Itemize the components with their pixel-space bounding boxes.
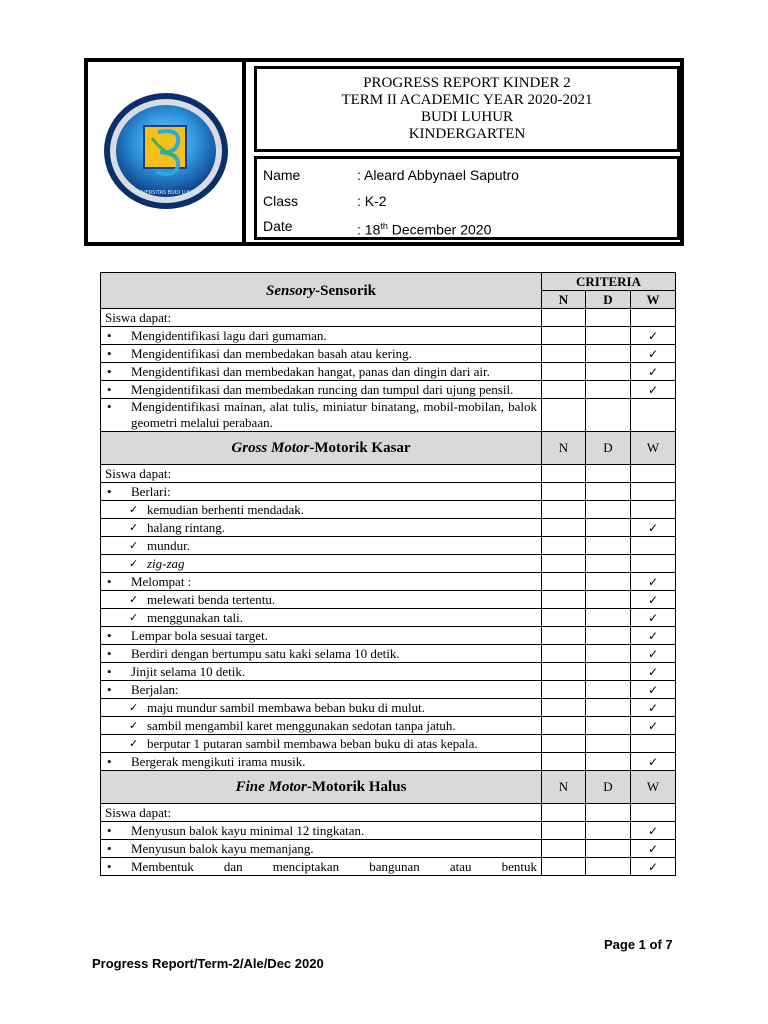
section-title-sensory: Sensory-Sensorik: [101, 273, 542, 309]
table-row: • Bergerak mengikuti irama musik. ✓: [101, 753, 676, 771]
criteria-header: CRITERIA: [542, 273, 676, 291]
section-title-gross: Gross Motor-Motorik Kasar: [101, 432, 542, 465]
table-row: • Berdiri dengan bertumpu satu kaki selama 10 detik. ✓: [101, 645, 676, 663]
section-header-sensory: [101, 273, 676, 291]
table-row: Siswa dapat:: [101, 804, 676, 822]
table-row: [101, 309, 676, 327]
table-row: • Mengidentifikasi mainan, alat tulis, miniatur binatang, mobil-mobilan, balok geometri melalui perabaan.: [101, 399, 676, 432]
check-mark: ✓: [631, 753, 676, 771]
name-label: Name: [263, 167, 301, 183]
lead-text: Siswa dapat:: [101, 309, 542, 327]
logo-cell: [88, 62, 246, 242]
table-row: • Lempar bola sesuai target. ✓: [101, 627, 676, 645]
check-mark: ✓: [631, 363, 676, 381]
check-mark: ✓: [631, 519, 676, 537]
table-row: ✓ berputar 1 putaran sambil membawa beban buku di atas kepala.: [101, 735, 676, 753]
section-header-gross: Gross Motor-Motorik Kasar N D W: [101, 432, 676, 465]
table-row: • Mengidentifikasi dan membedakan runcing dan tumpul dari ujung pensil. ✓: [101, 381, 676, 399]
check-mark: ✓: [631, 681, 676, 699]
report-title: [254, 66, 680, 152]
table-row: • Mengidentifikasi lagu dari gumaman. ✓: [101, 327, 676, 345]
class-label: Class: [263, 193, 299, 209]
check-mark: ✓: [631, 699, 676, 717]
table-row: • Melompat : ✓: [101, 573, 676, 591]
date-label: Date: [263, 218, 293, 234]
school-logo: [100, 76, 232, 222]
table-row: • Berlari:: [101, 483, 676, 501]
table-row: ✓ sambil mengambil karet menggunakan sedotan tanpa jatuh. ✓: [101, 717, 676, 735]
table-row: ✓ menggunakan tali. ✓: [101, 609, 676, 627]
check-mark: ✓: [631, 717, 676, 735]
check-mark: ✓: [631, 645, 676, 663]
title-line-1: PROGRESS REPORT KINDER 2: [363, 75, 571, 91]
student-info: [254, 156, 680, 240]
check-mark: ✓: [631, 573, 676, 591]
check-mark: ✓: [631, 591, 676, 609]
check-mark: ✓: [631, 327, 676, 345]
title-line-3: BUDI LUHUR: [420, 109, 514, 125]
table-row: • Berjalan: ✓: [101, 681, 676, 699]
col-d: D: [586, 291, 631, 309]
table-row: Siswa dapat:: [101, 465, 676, 483]
table-row: ✓ kemudian berhenti mendadak.: [101, 501, 676, 519]
check-mark: ✓: [631, 609, 676, 627]
check-mark: ✓: [631, 840, 676, 858]
progress-table: [100, 272, 676, 876]
title-line-4: KINDERGARTEN: [408, 126, 526, 142]
class-value: : K-2: [357, 193, 387, 209]
table-row: ✓ maju mundur sambil membawa beban buku di mulut. ✓: [101, 699, 676, 717]
svg-text:UNIVERSITAS BUDI LUHUR: UNIVERSITAS BUDI LUHUR: [133, 190, 199, 196]
section-header-fine: Fine Motor-Motorik Halus N D W: [101, 771, 676, 804]
table-row: ✓ halang rintang. ✓: [101, 519, 676, 537]
table-row: • Mengidentifikasi dan membedakan basah atau kering. ✓: [101, 345, 676, 363]
table-row: ✓ zig-zag: [101, 555, 676, 573]
check-mark: ✓: [631, 663, 676, 681]
report-header: [84, 58, 684, 246]
table-row: • Mengidentifikasi dan membedakan hangat, panas dan dingin dari air. ✓: [101, 363, 676, 381]
col-w: W: [631, 291, 676, 309]
page-footer: Progress Report/Term-2/Ale/Dec 2020: [92, 956, 324, 971]
table-row: ✓ melewati benda tertentu. ✓: [101, 591, 676, 609]
table-row: • Jinjit selama 10 detik. ✓: [101, 663, 676, 681]
table-row: • Menyusun balok kayu memanjang. ✓: [101, 840, 676, 858]
title-line-2: TERM II ACADEMIC YEAR 2020-2021: [341, 92, 593, 108]
section-title-fine: Fine Motor-Motorik Halus: [101, 771, 542, 804]
page-number: Page 1 of 7: [604, 937, 673, 952]
name-value: : Aleard Abbynael Saputro: [357, 167, 519, 183]
table-row: ✓ mundur.: [101, 537, 676, 555]
check-mark: ✓: [631, 381, 676, 399]
check-mark: ✓: [631, 858, 676, 876]
check-mark: ✓: [631, 822, 676, 840]
date-value: : 18th December 2020: [357, 221, 492, 238]
check-mark: ✓: [631, 345, 676, 363]
table-row: • Menyusun balok kayu minimal 12 tingkatan. ✓: [101, 822, 676, 840]
table-row: • Membentuk dan menciptakan bangunan atau bentuk ✓: [101, 858, 676, 876]
col-n: N: [542, 291, 586, 309]
check-mark: ✓: [631, 627, 676, 645]
